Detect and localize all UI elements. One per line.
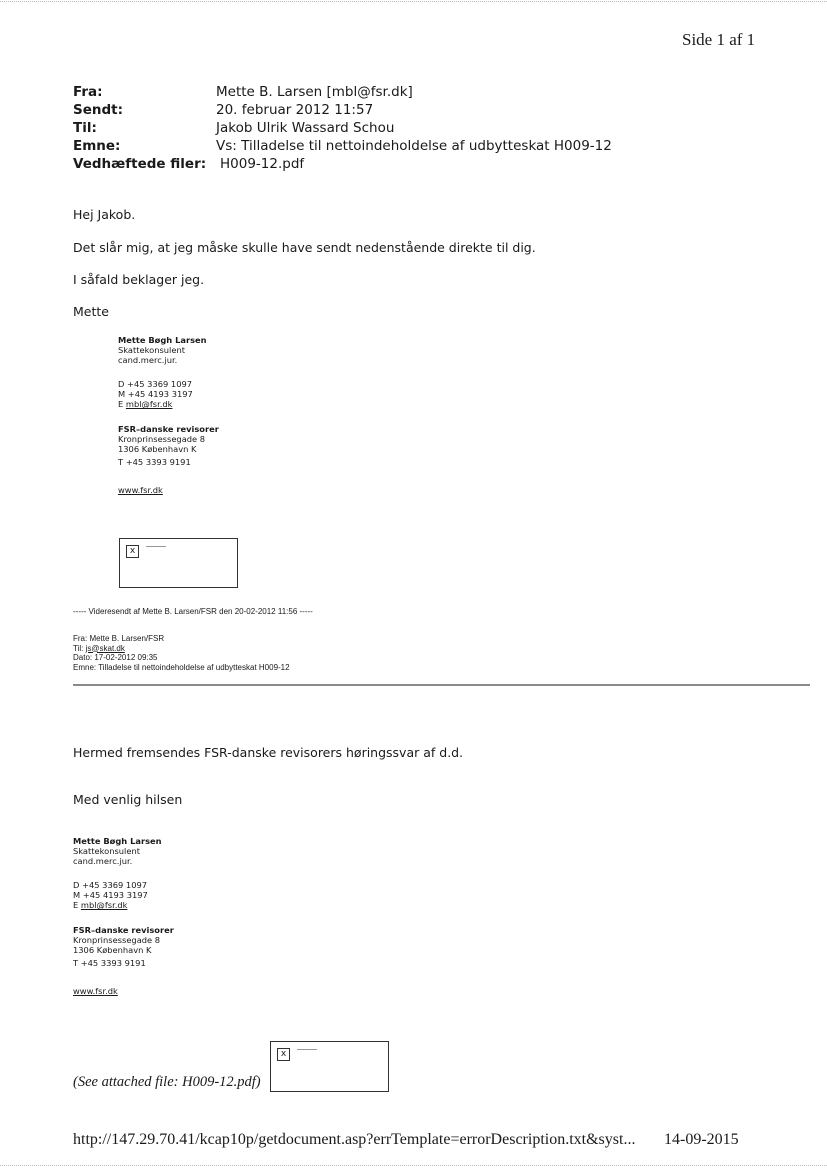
body-line-2: I såfald beklager jeg. bbox=[73, 272, 205, 287]
broken-image-icon: x bbox=[126, 545, 139, 558]
image-alt-placeholder bbox=[146, 546, 166, 547]
broken-image-icon-2: x bbox=[277, 1048, 290, 1061]
image-alt-placeholder-2 bbox=[297, 1049, 317, 1050]
forward-body-line-2: Med venlig hilsen bbox=[73, 792, 183, 807]
attachments-label: Vedhæftede filer: bbox=[73, 156, 207, 172]
signature-block-1 bbox=[118, 335, 219, 495]
page-marker: Side 1 af 1 bbox=[682, 30, 756, 49]
sig-street: Kronprinsessegade 8 bbox=[118, 434, 206, 444]
greeting: Hej Jakob. bbox=[73, 207, 136, 222]
body-line-1: Det slår mig, at jeg måske skulle have sendt nedenstående direkte til dig. bbox=[73, 240, 536, 255]
forward-from: Fra: Mette B. Larsen/FSR bbox=[73, 634, 165, 643]
sig-name: Mette Bøgh Larsen bbox=[118, 335, 207, 345]
sig2-email-link[interactable]: mbl@fsr.dk bbox=[80, 900, 128, 910]
sig-email-prefix: E bbox=[118, 399, 126, 409]
scan-edge-top bbox=[0, 1, 827, 3]
sig2-street: Kronprinsessegade 8 bbox=[73, 935, 161, 945]
sig2-email-prefix: E bbox=[73, 900, 81, 910]
sig2-phone-t: T +45 3393 9191 bbox=[73, 958, 146, 968]
forward-note: ----- Videresendt af Mette B. Larsen/FSR den 20-02-2012 11:56 ----- bbox=[73, 607, 313, 616]
sig-phone-d: D +45 3369 1097 bbox=[118, 379, 193, 389]
sig2-email-line bbox=[73, 900, 174, 910]
forward-to-line bbox=[73, 644, 290, 654]
sig2-city: 1306 København K bbox=[73, 945, 152, 955]
sig-title: Skattekonsulent bbox=[118, 345, 185, 355]
from-label: Fra: bbox=[73, 84, 103, 100]
body-sign: Mette bbox=[73, 304, 109, 319]
sig-city: 1306 København K bbox=[118, 444, 197, 454]
forward-subject: Emne: Tilladelse til nettoindeholdelse af udbytteskat H009-12 bbox=[73, 662, 290, 672]
forward-divider bbox=[73, 684, 810, 686]
subject-label: Emne: bbox=[73, 138, 121, 154]
sig2-phone-m: M +45 4193 3197 bbox=[73, 890, 148, 900]
to-label: Til: bbox=[73, 120, 97, 136]
subject-value: Vs: Tilladelse til nettoindeholdelse af udbytteskat H009-12 bbox=[216, 138, 612, 154]
attachment-note[interactable]: (See attached file: H009-12.pdf) bbox=[73, 1074, 261, 1090]
sig2-title: Skattekonsulent bbox=[73, 846, 140, 856]
forward-date: Dato: 17-02-2012 09:35 bbox=[73, 653, 158, 662]
to-value: Jakob Ulrik Wassard Schou bbox=[216, 120, 395, 136]
forward-body-line-1: Hermed fremsendes FSR-danske revisorers høringssvar af d.d. bbox=[73, 745, 464, 760]
broken-image-2 bbox=[270, 1041, 389, 1092]
forward-header bbox=[73, 634, 290, 672]
sig-email-link[interactable]: mbl@fsr.dk bbox=[125, 399, 173, 409]
footer-url: http://147.29.70.41/kcap10p/getdocument.asp?errTemplate=errorDescription.txt&syst... bbox=[73, 1131, 636, 1148]
footer-date: 14-09-2015 bbox=[664, 1131, 739, 1148]
signature-block-2 bbox=[73, 836, 174, 996]
sig2-degree: cand.merc.jur. bbox=[73, 856, 133, 866]
forward-to-prefix: Til: bbox=[73, 643, 86, 653]
broken-image-1 bbox=[119, 538, 238, 588]
sig-org: FSR–danske revisorer bbox=[118, 424, 219, 434]
attachments-value: H009-12.pdf bbox=[220, 156, 305, 172]
sent-label: Sendt: bbox=[73, 102, 124, 118]
sig-email-line bbox=[118, 399, 219, 409]
from-value: Mette B. Larsen [mbl@fsr.dk] bbox=[216, 84, 413, 100]
forward-to-link[interactable]: js@skat.dk bbox=[85, 643, 125, 653]
sig-web-link[interactable]: www.fsr.dk bbox=[118, 485, 163, 495]
sig-degree: cand.merc.jur. bbox=[118, 355, 178, 365]
scan-edge-bottom bbox=[0, 1165, 827, 1167]
sig-phone-m: M +45 4193 3197 bbox=[118, 389, 193, 399]
sig-phone-t: T +45 3393 9191 bbox=[118, 457, 191, 467]
sent-value: 20. februar 2012 11:57 bbox=[216, 102, 374, 118]
sig2-web-link[interactable]: www.fsr.dk bbox=[73, 986, 118, 996]
sig2-phone-d: D +45 3369 1097 bbox=[73, 880, 148, 890]
sig2-org: FSR–danske revisorer bbox=[73, 925, 174, 935]
sig2-name: Mette Bøgh Larsen bbox=[73, 836, 162, 846]
